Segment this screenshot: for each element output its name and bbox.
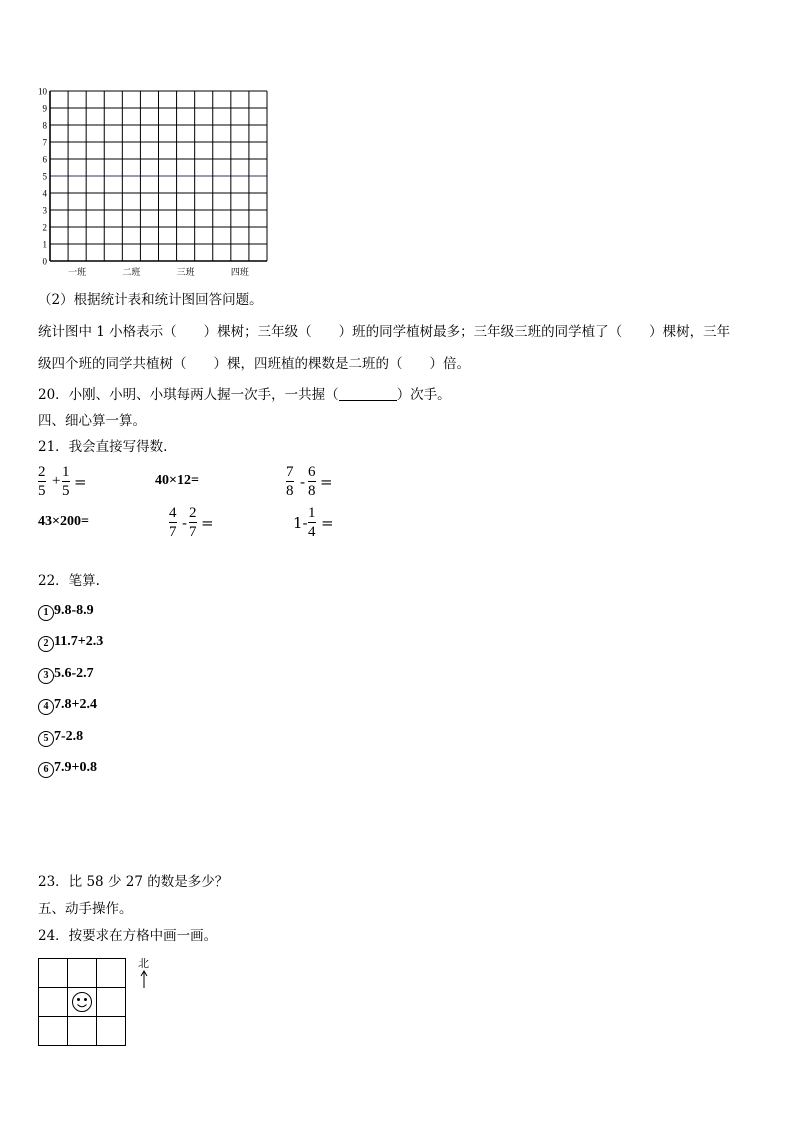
- q21-expr-3: 7 8 - 6 8 =: [286, 464, 333, 499]
- q22-item-4: 4 7.8+2.4: [38, 697, 97, 715]
- y-tick-label: 9: [42, 103, 47, 114]
- q21-expr-6: 1- 1 4 =: [293, 505, 334, 540]
- q22-item-6: 6 7.9+0.8: [38, 760, 97, 778]
- q22-item-1: 1 9.8-8.9: [38, 603, 94, 621]
- bar-chart-grid: [30, 84, 280, 284]
- north-label: 北: [138, 958, 149, 970]
- smiley-face-icon: [73, 993, 92, 1012]
- north-arrow-icon: [141, 971, 147, 988]
- q24-title: 24．按要求在方格中画一画。: [38, 928, 218, 944]
- q19-line-2: 级四个班的同学共植树（ ）棵，四班植的棵数是二班的（ ）倍。: [38, 356, 470, 372]
- y-tick-label: 6: [42, 154, 47, 165]
- drawing-grid[interactable]: [38, 958, 168, 1050]
- fraction: 6 8: [308, 464, 316, 499]
- y-tick-label: 1: [42, 239, 47, 250]
- section-5-heading: 五、动手操作。: [38, 901, 133, 917]
- q22-item-3: 3 5.6-2.7: [38, 666, 94, 684]
- y-tick-label: 7: [42, 137, 47, 148]
- q21-expr-1: 2 5 + 1 5 =: [38, 464, 87, 499]
- y-tick-label: 8: [42, 120, 47, 131]
- q21-title: 21．我会直接写得数.: [38, 439, 168, 455]
- y-tick-label: 10: [38, 86, 47, 97]
- x-tick-label: 四班: [230, 268, 249, 278]
- q21-expr-5: 4 7 - 2 7 =: [169, 505, 214, 540]
- q21-expr-4: 43×200=: [38, 514, 89, 529]
- q20-question: [38, 386, 451, 404]
- y-tick-label: 0: [42, 256, 47, 267]
- q20-text-before: 20．小刚、小明、小琪每两人握一次手，一共握（: [38, 387, 339, 403]
- section-4-heading: 四、细心算一算。: [38, 413, 146, 429]
- y-tick-label: 2: [42, 222, 47, 233]
- x-tick-label: 二班: [122, 268, 141, 278]
- y-tick-label: 3: [42, 205, 47, 216]
- fraction: 2 7: [189, 505, 197, 540]
- q20-text-after: ）次手。: [396, 387, 451, 403]
- q21-expr-2: 40×12=: [155, 473, 199, 488]
- fraction: 2 5: [38, 464, 46, 499]
- q23-question: 23．比 58 少 27 的数是多少？: [38, 874, 229, 890]
- fraction: 4 7: [169, 505, 177, 540]
- fraction: 1 4: [308, 505, 316, 540]
- x-tick-label: 一班: [68, 268, 87, 278]
- fraction: 1 5: [62, 464, 70, 499]
- y-tick-label: 5: [42, 171, 47, 182]
- y-tick-label: 4: [42, 188, 47, 199]
- q22-title: 22．笔算.: [38, 573, 100, 589]
- q19-line-1: 统计图中 1 小格表示（ ）棵树；三年级（ ）班的同学植树最多；三年级三班的同学植了（ ）棵树，三年: [38, 324, 731, 340]
- q19-sub-heading: （2）根据统计表和统计图回答问题。: [38, 292, 263, 308]
- x-tick-label: 三班: [176, 268, 195, 278]
- q20-answer-blank[interactable]: [339, 388, 397, 401]
- q22-item-5: 5 7-2.8: [38, 729, 83, 747]
- q22-item-2: 2 11.7+2.3: [38, 634, 103, 652]
- fraction: 7 8: [286, 464, 294, 499]
